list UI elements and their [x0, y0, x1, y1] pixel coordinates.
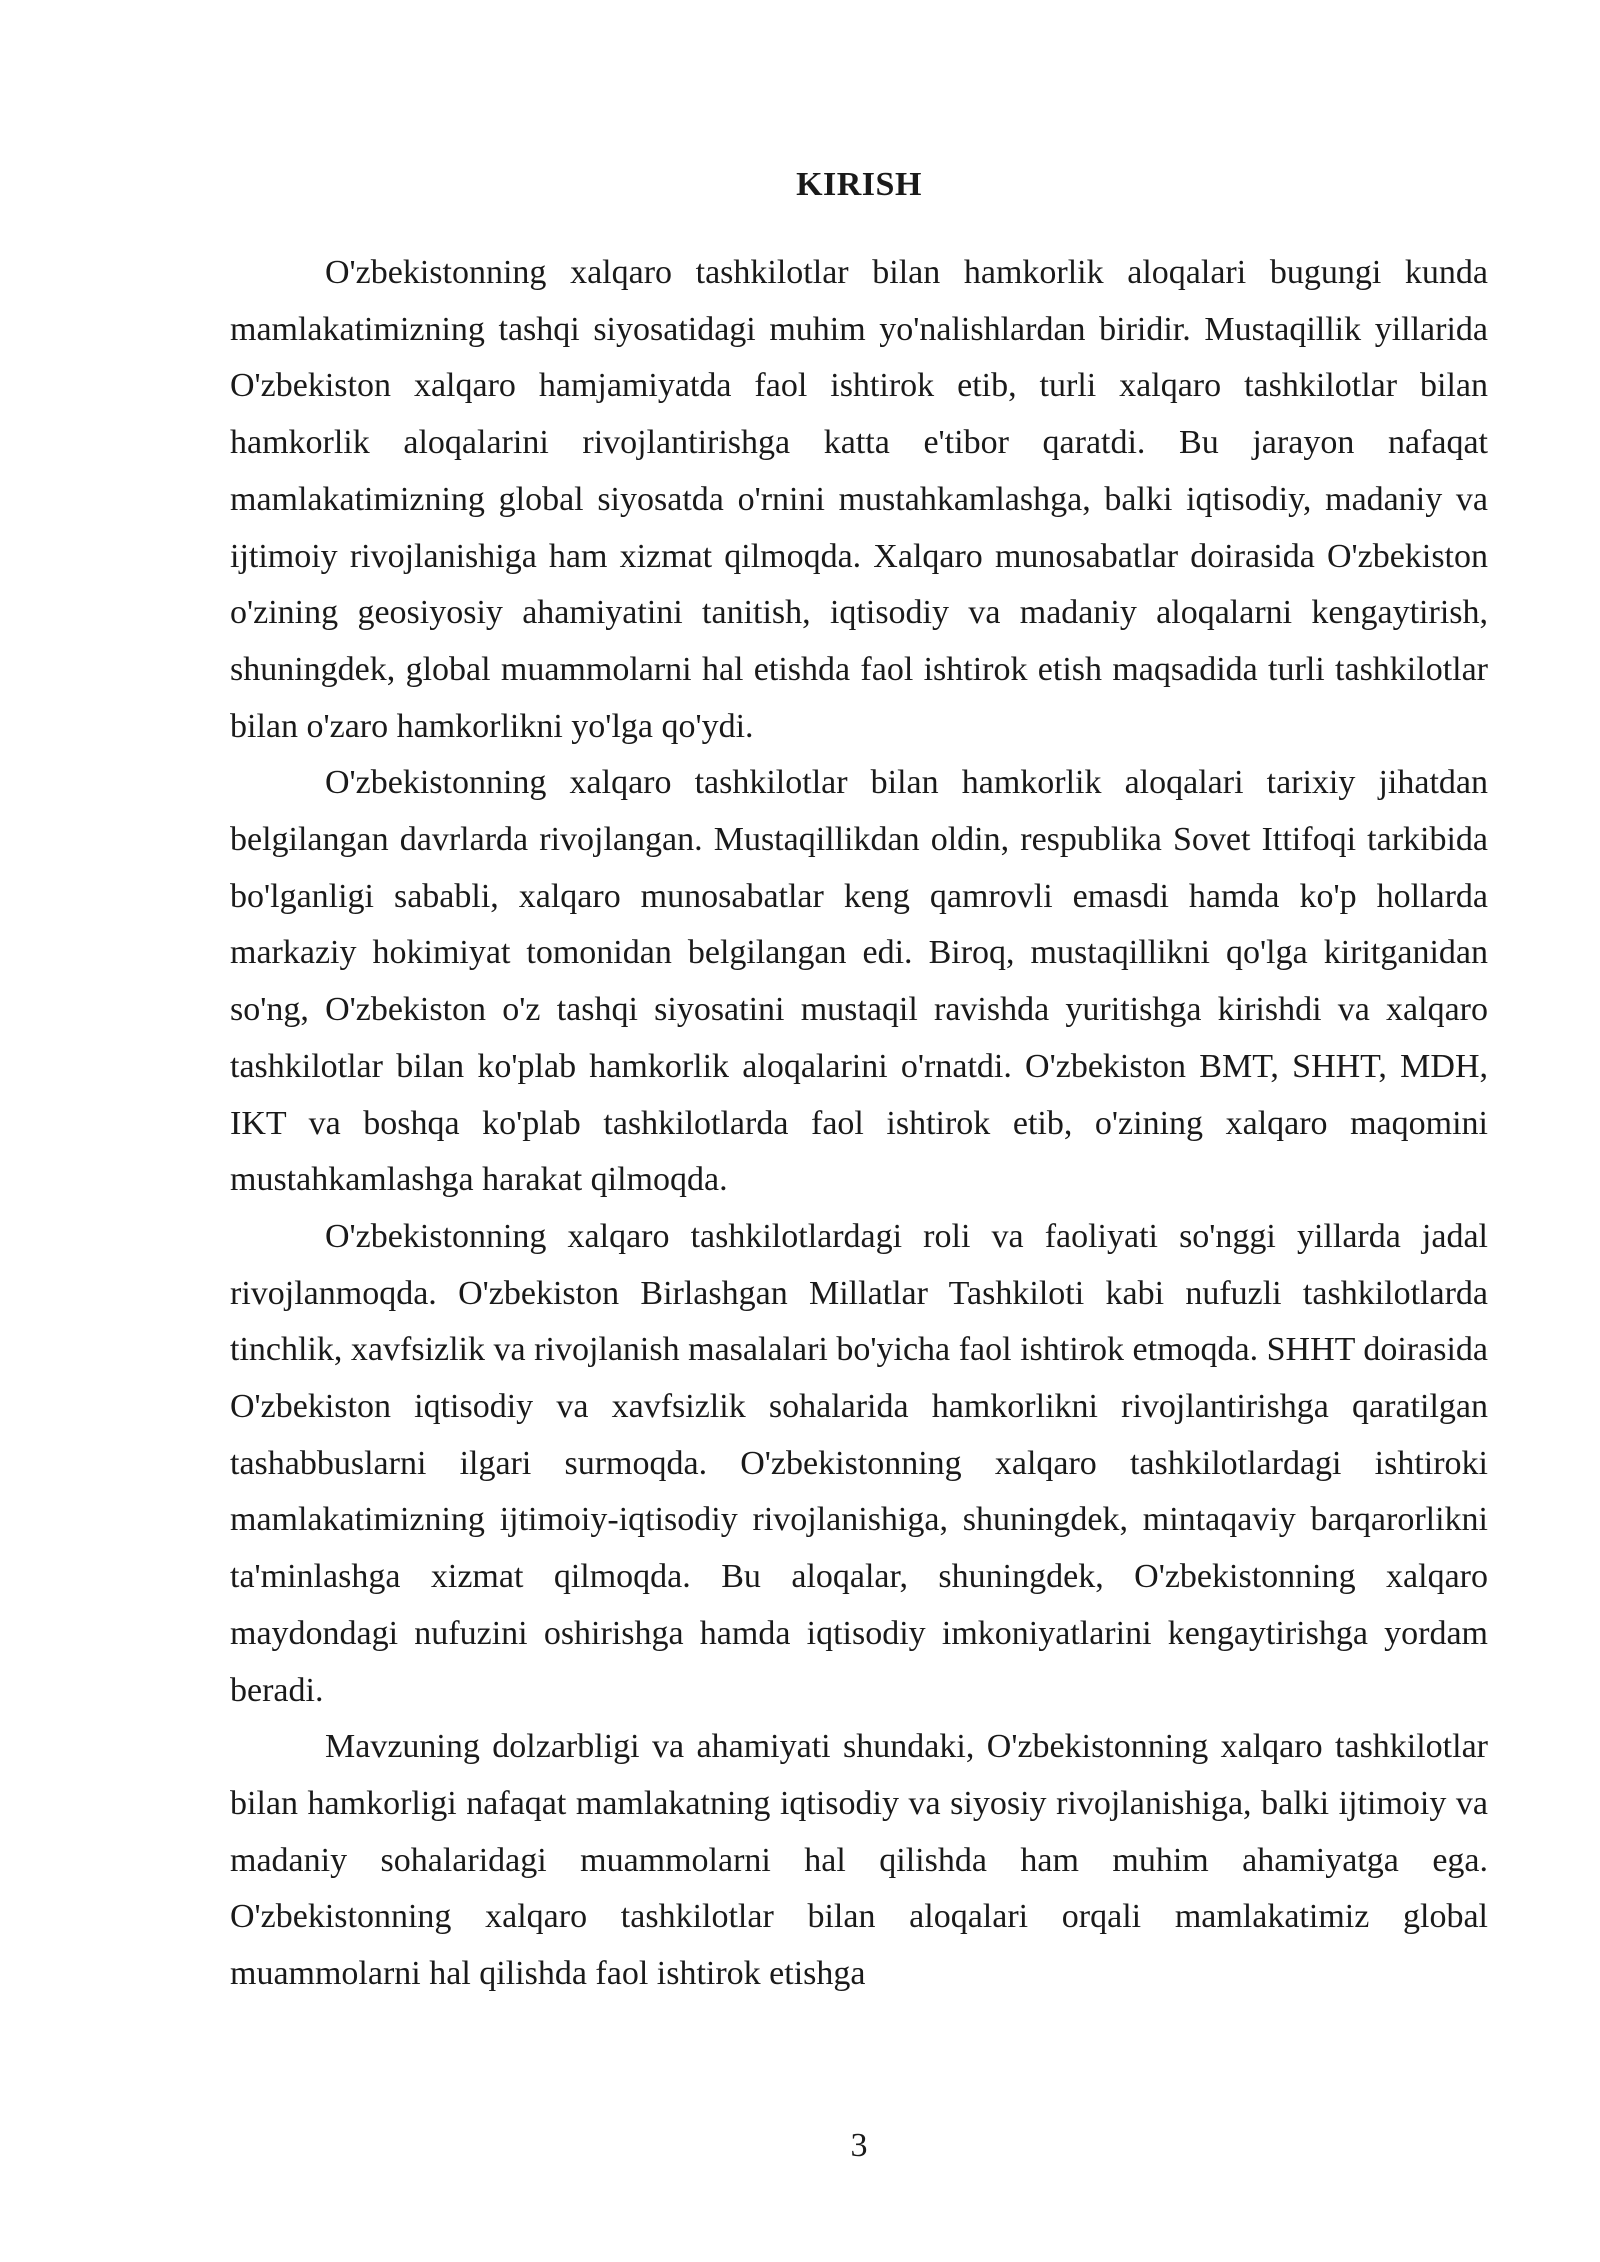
paragraph-1: O'zbekistonning xalqaro tashkilotlar bilan hamkorlik aloqalari bugungi kunda mamlakatimizning tashqi siyosatidagi muhim yo'nalishlardan biridir. Mustaqillik yillarida O'zbekiston xalqaro hamjamiyatda faol ishtirok etib, turli xalqaro tashkilotlar bilan hamkorlik aloqalarini rivojlantirishga katta e'tibor qaratdi. Bu jarayon nafaqat mamlakatimizning global siyosatda o'rnini mustahkamlashga, balki iqtisodiy, madaniy va ijtimoiy rivojlanishiga ham xizmat qilmoqda. Xalqaro munosabatlar doirasida O'zbekiston o'zining geosiyosiy ahamiyatini tanitish, iqtisodiy va madaniy aloqalarni kengaytirish, shuningdek, global muammolarni hal etishda faol ishtirok etish maqsadida turli tashkilotlar bilan o'zaro hamkorlikni yo'lga qo'ydi. — [230, 254, 1488, 745]
paragraph-2: O'zbekistonning xalqaro tashkilotlar bilan hamkorlik aloqalari tarixiy jihatdan belgilangan davrlarda rivojlangan. Mustaqillikdan oldin, respublika Sovet Ittifoqi tarkibida bo'lganligi sababli, xalqaro munosabatlar keng qamrovli emasdi hamda ko'p hollarda markaziy hokimiyat tomonidan belgilangan edi. Biroq, mustaqillikni qo'lga kiritganidan so'ng, O'zbekiston o'z tashqi siyosatini mustaqil ravishda yuritishga kirishdi va xalqaro tashkilotlar bilan ko'plab hamkorlik aloqalarini o'rnatdi. O'zbekiston BMT, SHHT, MDH, IKT va boshqa ko'plab tashkilotlarda faol ishtirok etib, o'zining xalqaro maqomini mustahkamlashga harakat qilmoqda. — [230, 764, 1488, 1199]
paragraph-3: O'zbekistonning xalqaro tashkilotlardagi roli va faoliyati so'nggi yillarda jadal rivojlanmoqda. O'zbekiston Birlashgan Millatlar Tashkiloti kabi nufuzli tashkilotlarda tinchlik, xavfsizlik va rivojlanish masalalari bo'yicha faol ishtirok etmoqda. SHHT doirasida O'zbekiston iqtisodiy va xavfsizlik sohalarida hamkorlikni rivojlantirishga qaratilgan tashabbuslarni ilgari surmoqda. O'zbekistonning xalqaro tashkilotlardagi ishtiroki mamlakatimizning ijtimoiy-iqtisodiy rivojlanishiga, shuningdek, mintaqaviy barqarorlikni ta'minlashga xizmat qilmoqda. Bu aloqalar, shuningdek, O'zbekistonning xalqaro maydondagi nufuzini oshirishga hamda iqtisodiy imkoniyatlarini kengaytirishga yordam beradi. — [230, 1217, 1488, 1709]
page-number: 3 — [850, 2127, 868, 2164]
section-title: KIRISH — [796, 166, 922, 203]
document-page — [230, 0, 1488, 2262]
document-body — [230, 245, 1488, 2003]
paragraph-4: Mavzuning dolzarbligi va ahamiyati shundaki, O'zbekistonning xalqaro tashkilotlar bilan hamkorligi nafaqat mamlakatning iqtisodiy va siyosiy rivojlanishiga, balki ijtimoiy va madaniy sohalaridagi muammolarni hal qilishda ham muhim ahamiyatga ega. O'zbekistonning xalqaro tashkilotlar bilan aloqalari orqali mamlakatimiz global muammolarni hal qilishda faol ishtirok etishga — [230, 1728, 1488, 1993]
